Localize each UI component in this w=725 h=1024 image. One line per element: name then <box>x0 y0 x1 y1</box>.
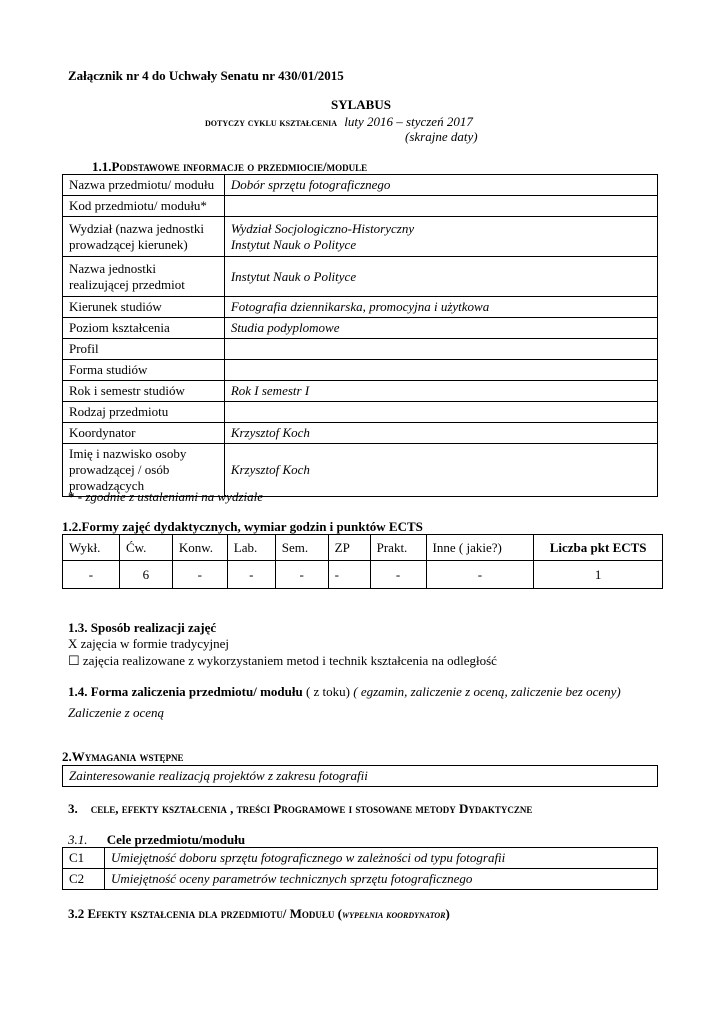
table-row <box>63 360 658 381</box>
section-2-title: 2.Wymagania wstępne <box>62 749 184 764</box>
section-3-2-line <box>68 906 450 922</box>
row-label: Forma studiów <box>63 360 225 381</box>
prerequisites-table <box>62 765 658 787</box>
basic-info-table <box>62 174 658 497</box>
table-row <box>63 318 658 339</box>
prerequisites-value: Zainteresowanie realizacją projektów z zakresu fotografii <box>63 766 658 787</box>
delivery-option-traditional: X zajęcia w formie tradycyjnej <box>68 636 229 651</box>
value-cell: - <box>328 561 370 589</box>
row-value <box>224 360 657 381</box>
table-row <box>63 175 658 196</box>
section-1-4-hint: ( z toku) <box>305 684 350 699</box>
row-value: Dobór sprzętu fotograficznego <box>224 175 657 196</box>
row-label: Nazwa przedmiotu/ modułu <box>63 175 225 196</box>
value-cell: - <box>63 561 120 589</box>
ects-table <box>62 534 663 589</box>
cycle-line <box>205 114 473 130</box>
table-row <box>63 766 658 787</box>
row-label: Poziom kształcenia <box>63 318 225 339</box>
table-row <box>63 297 658 318</box>
table-row <box>63 257 658 297</box>
table-row <box>63 339 658 360</box>
section-1-3-title: 1.3. Sposób realizacji zajęć <box>68 620 217 635</box>
section-3-2-note: wypełnia koordynator <box>342 909 446 921</box>
header-cell: Prakt. <box>370 535 426 561</box>
table-row <box>63 217 658 257</box>
table-row <box>63 381 658 402</box>
delivery-option-remote: ☐ zajęcia realizowane z wykorzystaniem metod i technik kształcenia na odległość <box>68 653 497 668</box>
row-label: Rok i semestr studiów <box>63 381 225 402</box>
row-value: Krzysztof Koch <box>224 444 657 497</box>
row-value <box>224 196 657 217</box>
row-label: Wydział (nazwa jednostki prowadzącej kierunek) <box>63 217 225 257</box>
objective-code: C1 <box>63 848 105 869</box>
objective-text: Umiejętność doboru sprzętu fotograficznego w zależności od typu fotografii <box>104 848 657 869</box>
cycle-note: (skrajne daty) <box>405 129 478 144</box>
header-cell: ZP <box>328 535 370 561</box>
section-1-2-title: 1.2.Formy zajęć dydaktycznych, wymiar godzin i punktów ECTS <box>62 519 423 534</box>
row-value: Krzysztof Koch <box>224 423 657 444</box>
section-3-1-heading <box>68 832 245 848</box>
ects-value-row <box>63 561 663 589</box>
objective-code: C2 <box>63 869 105 890</box>
value-cell: 1 <box>534 561 663 589</box>
value-cell: - <box>275 561 328 589</box>
value-cell: - <box>426 561 534 589</box>
row-value: Rok I semestr I <box>224 381 657 402</box>
table-row <box>63 423 658 444</box>
header-cell: Konw. <box>172 535 227 561</box>
objectives-table <box>62 847 658 890</box>
row-value: Fotografia dziennikarska, promocyjna i użytkowa <box>224 297 657 318</box>
ects-header-row <box>63 535 663 561</box>
cycle-label: dotyczy cyklu kształcenia <box>205 117 338 129</box>
header-cell: Sem. <box>275 535 328 561</box>
cycle-dates: luty 2016 – styczeń 2017 <box>344 114 473 129</box>
header-cell: Liczba pkt ECTS <box>534 535 663 561</box>
row-value: Instytut Nauk o Polityce <box>224 257 657 297</box>
annex-reference: Załącznik nr 4 do Uchwały Senatu nr 430/01/2015 <box>68 68 344 83</box>
row-label: Nazwa jednostki realizującej przedmiot <box>63 257 225 297</box>
value-cell: - <box>370 561 426 589</box>
value-cell: 6 <box>119 561 172 589</box>
section-3-title: 3. cele, efekty kształcenia , treści Programowe i stosowane metody Dydaktyczne <box>68 801 533 816</box>
objective-text: Umiejętność oceny parametrów technicznych sprzętu fotograficznego <box>104 869 657 890</box>
table-row <box>63 848 658 869</box>
header-cell: Ćw. <box>119 535 172 561</box>
section-3-2-close: ) <box>445 906 450 921</box>
section-3-2-open: ( <box>337 906 343 921</box>
row-value <box>224 339 657 360</box>
section-1-4-options: ( egzamin, zaliczenie z oceną, zaliczenie bez oceny) <box>353 684 621 699</box>
row-label: Imię i nazwisko osoby prowadzącej / osób prowadzących <box>63 444 225 497</box>
row-label: Koordynator <box>63 423 225 444</box>
header-cell: Inne ( jakie?) <box>426 535 534 561</box>
section-3-2-title: 3.2 Efekty kształcenia dla przedmiotu/ Modułu <box>68 906 335 921</box>
section-1-4-title: 1.4. Forma zaliczenia przedmiotu/ modułu <box>68 684 303 699</box>
document-title: SYLABUS <box>331 97 391 112</box>
row-label: Profil <box>63 339 225 360</box>
row-label: Rodzaj przedmiotu <box>63 402 225 423</box>
row-value: Studia podyplomowe <box>224 318 657 339</box>
header-cell: Lab. <box>227 535 275 561</box>
table-row <box>63 196 658 217</box>
row-label: Kierunek studiów <box>63 297 225 318</box>
section-3-1-number: 3.1. <box>68 832 88 847</box>
footnote-text: zgodnie z ustaleniami na wydziale <box>85 489 264 504</box>
footnote-star: * - <box>68 489 83 504</box>
header-cell: Wykł. <box>63 535 120 561</box>
value-cell: - <box>172 561 227 589</box>
section-3-1-title: Cele przedmiotu/modułu <box>106 832 246 847</box>
table-row <box>63 869 658 890</box>
section-1-1-title: 1.1.Podstawowe informacje o przedmiocie/module <box>92 159 368 174</box>
assessment-form: Zaliczenie z oceną <box>68 705 165 720</box>
row-value <box>224 402 657 423</box>
section-1-4-line <box>68 684 621 700</box>
footnote <box>68 489 263 505</box>
row-value: Wydział Socjologiczno-Historyczny Instytut Nauk o Polityce <box>224 217 657 257</box>
row-label: Kod przedmiotu/ modułu* <box>63 196 225 217</box>
table-row <box>63 402 658 423</box>
value-cell: - <box>227 561 275 589</box>
